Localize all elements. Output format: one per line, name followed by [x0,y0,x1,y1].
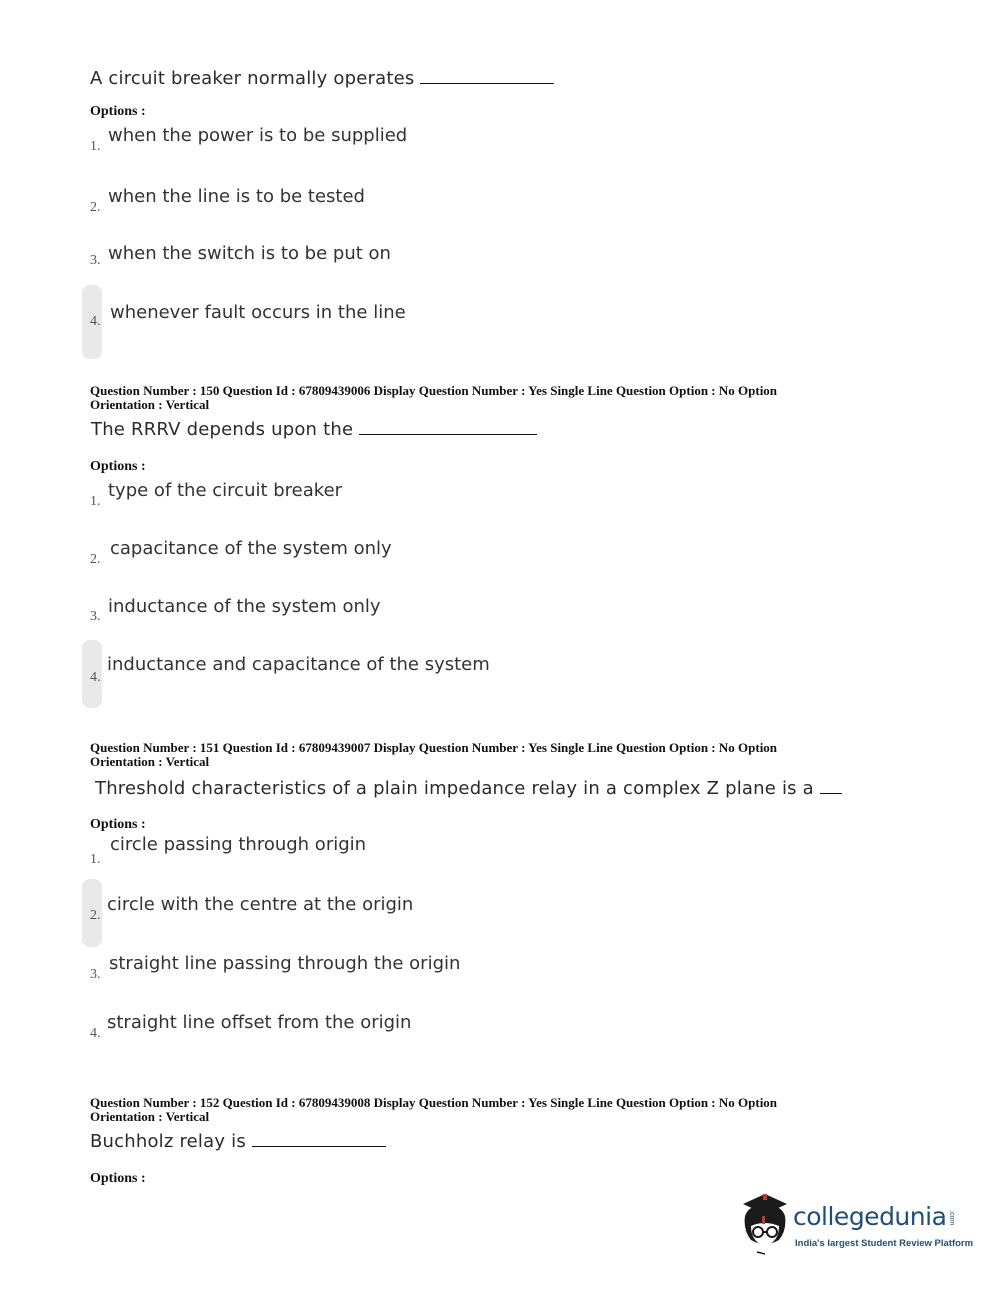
option-number: 1. [90,139,101,154]
question-text: Threshold characteristics of a plain impedance relay in a complex Z plane is a [95,778,842,799]
options-label: Options : [90,104,146,119]
answer-blank [820,792,842,794]
option-number: 2. [90,200,101,215]
option-text[interactable]: inductance of the system only [108,596,381,617]
logo-suffix: .com [948,1210,955,1226]
option-number: 4. [90,670,101,685]
option-text[interactable]: when the power is to be supplied [108,125,408,146]
option-text[interactable]: when the switch is to be put on [108,243,391,264]
question-text: The RRRV depends upon the [91,419,537,440]
option-text[interactable]: whenever fault occurs in the line [110,302,406,323]
option-text[interactable]: type of the circuit breaker [108,480,343,501]
question-text: Buchholz relay is [90,1131,386,1152]
logo-wordmark: collegedunia [793,1202,947,1231]
option-number: 2. [90,552,101,567]
option-number: 3. [90,609,101,624]
options-label: Options : [90,459,146,474]
option-number: 2. [90,908,101,923]
option-number: 1. [90,852,101,867]
option-text[interactable]: inductance and capacitance of the system [107,654,490,675]
option-number: 4. [90,314,101,329]
answer-blank [359,433,537,435]
question-text: A circuit breaker normally operates [90,68,554,89]
option-text[interactable]: straight line offset from the origin [107,1012,412,1033]
option-text[interactable]: circle passing through origin [110,834,367,855]
option-text[interactable]: when the line is to be tested [108,186,365,207]
options-label: Options : [90,817,146,832]
question-meta: Question Number : 150 Question Id : 67809439006 Display Question Number : Yes Single Line Question Option : No Option Orientation : Vertical [90,383,778,412]
collegedunia-logo[interactable] [735,1190,974,1260]
option-text[interactable]: circle with the centre at the origin [107,894,414,915]
question-meta: Question Number : 152 Question Id : 67809439008 Display Question Number : Yes Single Line Question Option : No Option Orientation : Vertical [90,1095,778,1124]
question-meta: Question Number : 151 Question Id : 67809439007 Display Question Number : Yes Single Line Question Option : No Option Orientation : Vertical [90,740,778,769]
option-number: 1. [90,494,101,509]
logo-tagline: India's largest Student Review Platform [795,1238,974,1249]
answer-blank [252,1145,386,1147]
option-number: 4. [90,1026,101,1041]
option-text[interactable]: capacitance of the system only [110,538,392,559]
options-label: Options : [90,1171,146,1186]
answer-blank [420,82,554,84]
student-mascot-icon [735,1190,795,1256]
option-text[interactable]: straight line passing through the origin [109,953,461,974]
option-number: 3. [90,253,101,268]
option-number: 3. [90,967,101,982]
